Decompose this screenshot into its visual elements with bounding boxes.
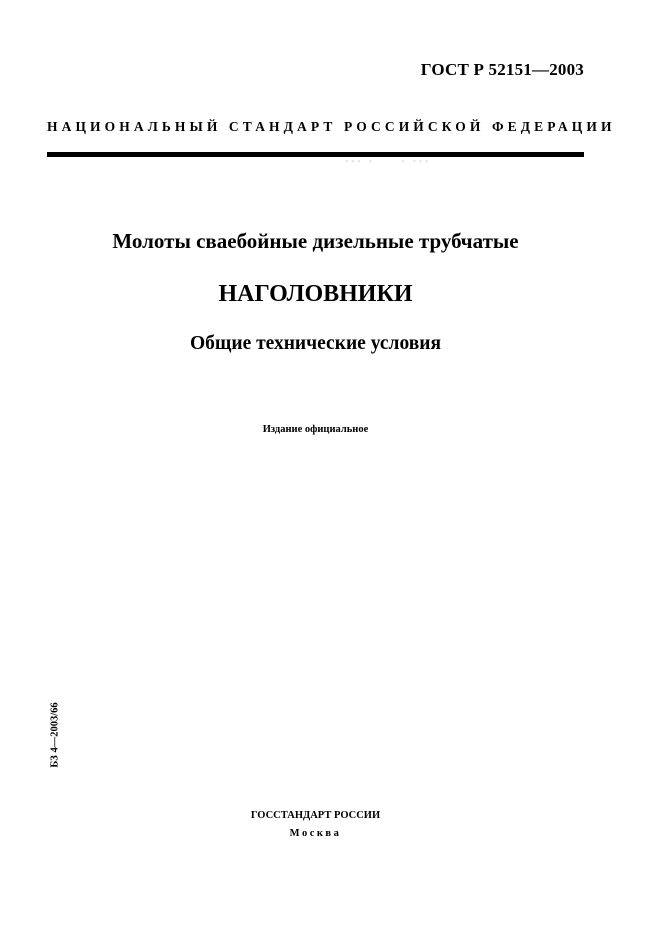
- publisher-name: ГОССТАНДАРТ РОССИИ: [250, 810, 381, 821]
- document-title: Молоты сваебойные дизельные трубчатые: [112, 229, 519, 253]
- document-code: ГОСТ Р 52151—2003: [420, 60, 584, 79]
- document-subtitle: Общие технические условия: [189, 333, 442, 354]
- bleed-through-artifact: ▪▪▪ ▪ ▪ ▪▪▪: [345, 156, 432, 166]
- publication-city: Москва: [289, 828, 342, 839]
- edition-note: Издание официальное: [262, 424, 369, 435]
- header-rule-divider: [47, 152, 584, 157]
- national-standard-header: НАЦИОНАЛЬНЫЙ СТАНДАРТ РОССИЙСКОЙ ФЕДЕРАЦИИ: [47, 119, 616, 134]
- product-title: НАГОЛОВНИКИ: [218, 281, 413, 307]
- catalog-code-vertical: БЗ 4—2003/66: [49, 702, 61, 768]
